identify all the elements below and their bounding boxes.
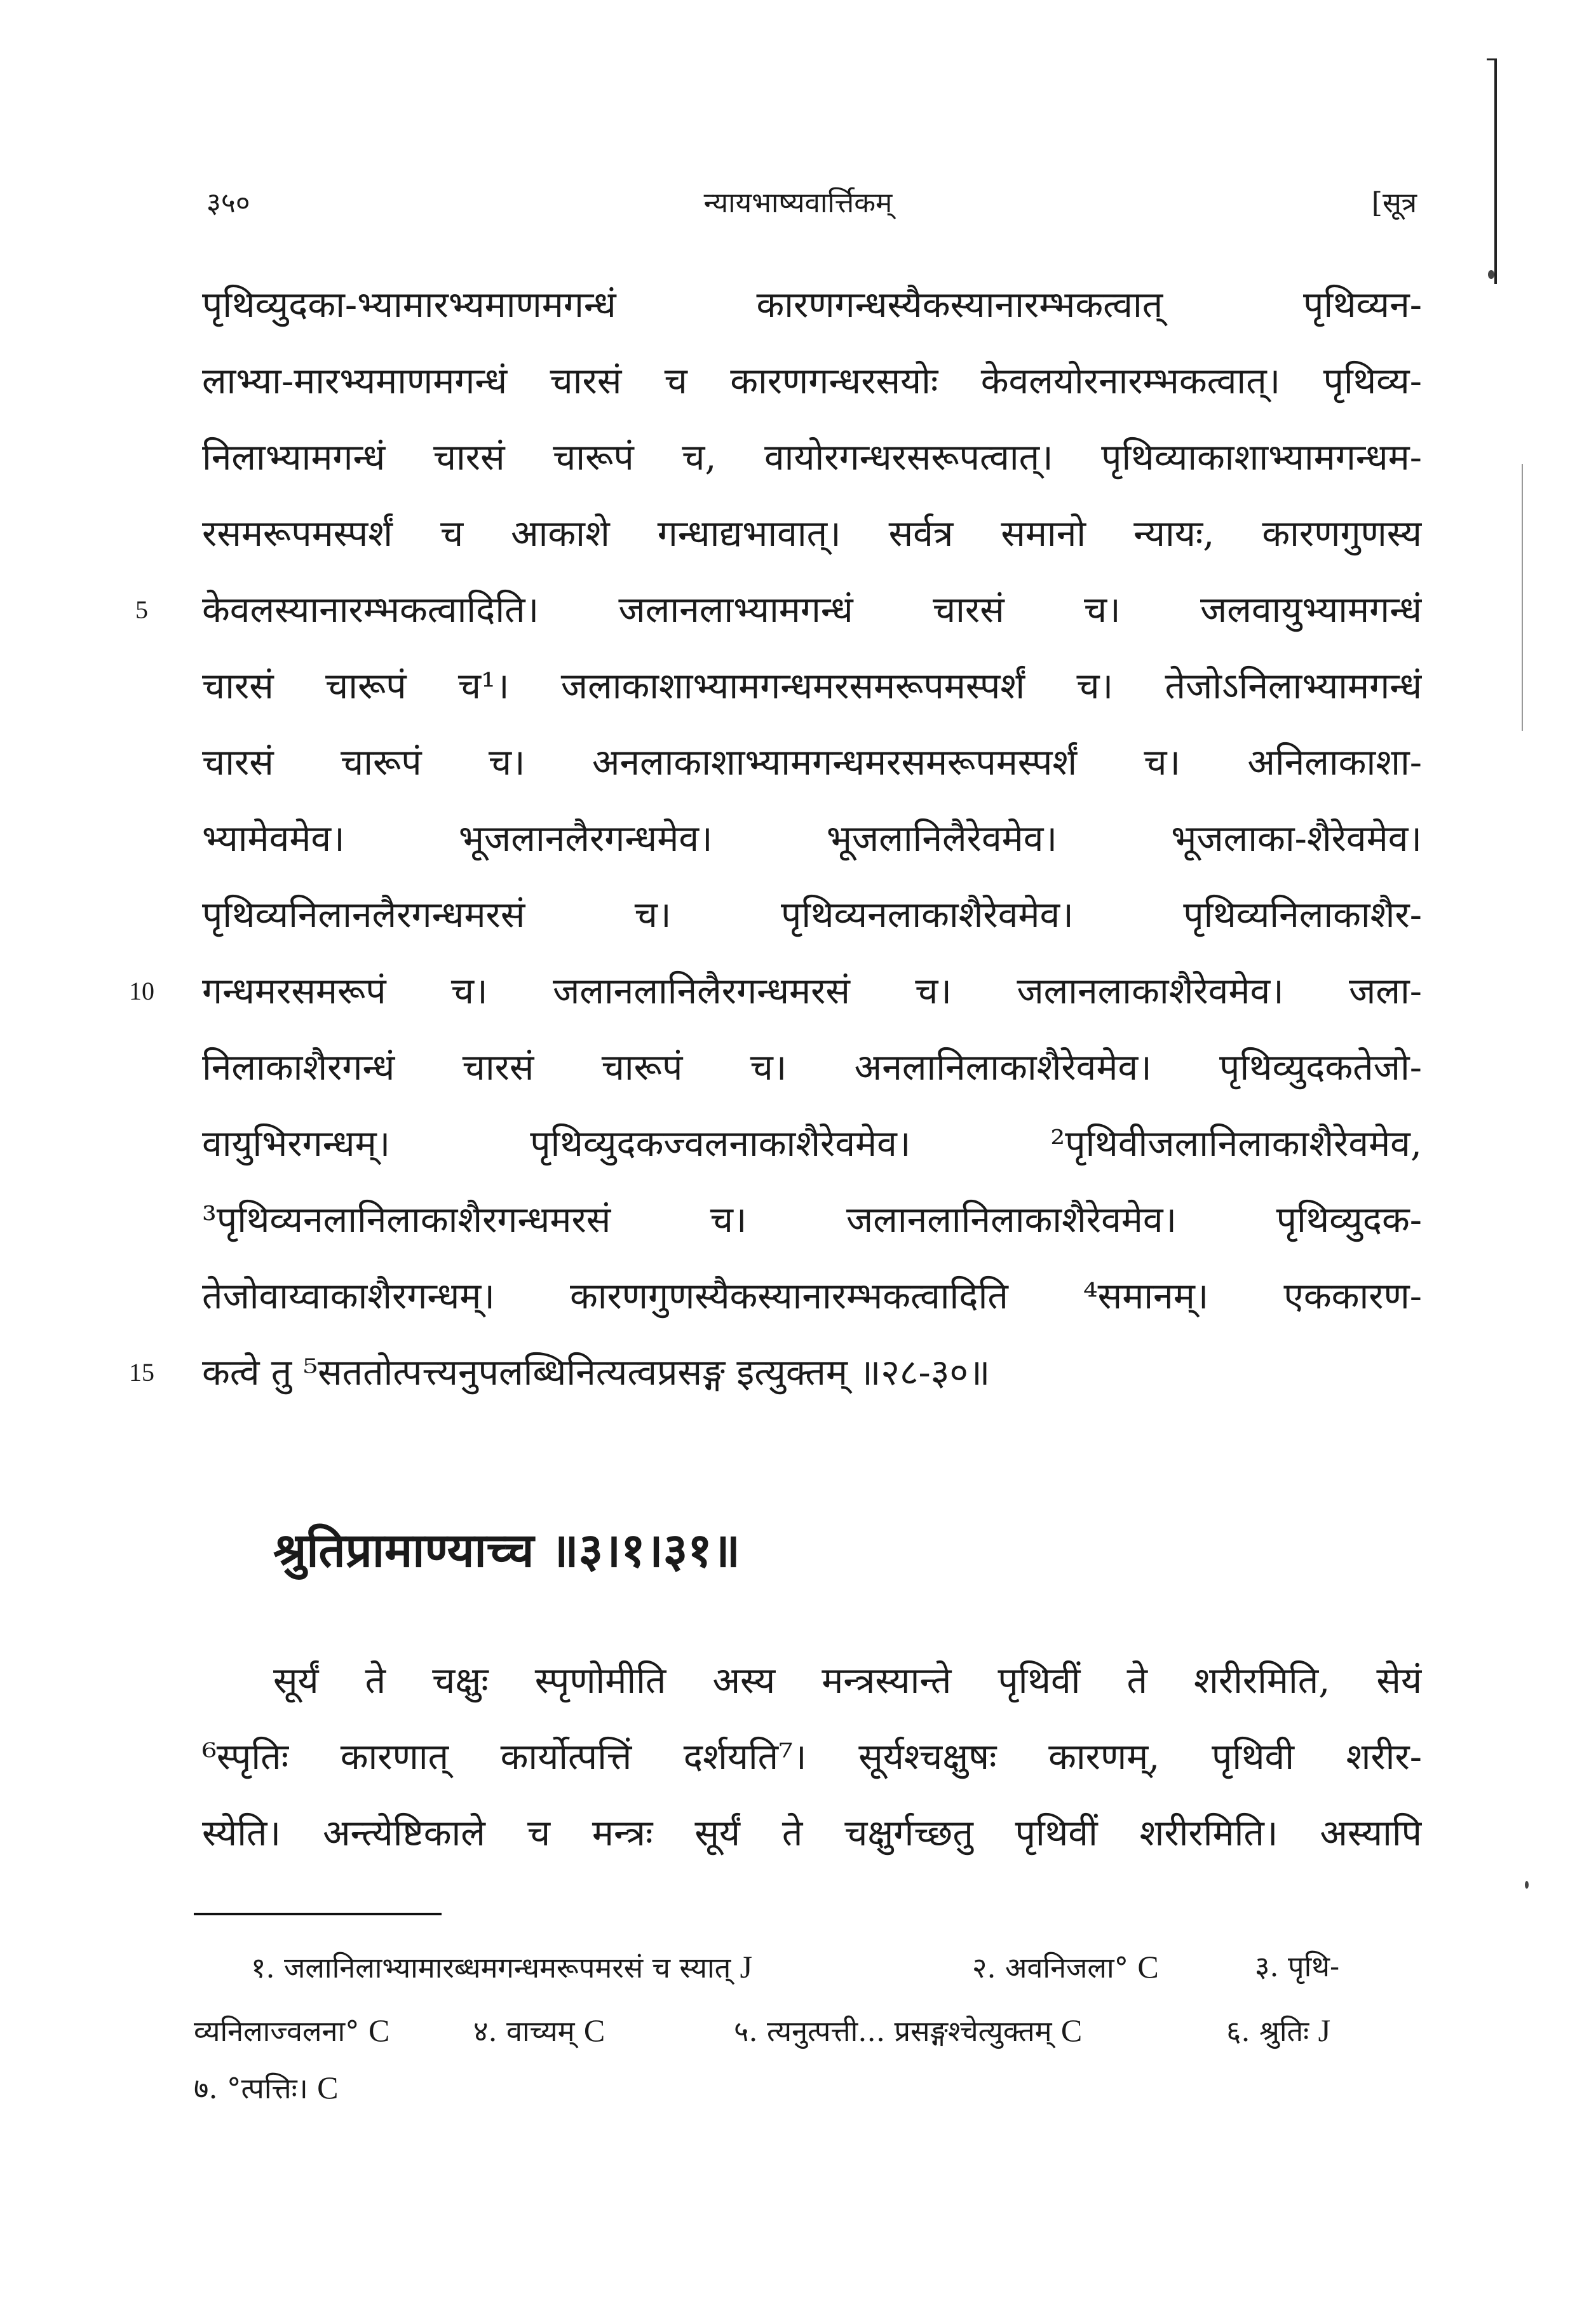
text-line: तेजोवाय्वाकाशैरगन्धम्। कारणगुणस्यैकस्यानारम्भकत्वादिति ⁴समानम्। एककारण- (202, 1275, 1422, 1317)
footnote-5 (734, 2008, 1082, 2053)
footnote-6 (1226, 2008, 1330, 2053)
commentary-line: सूर्यं ते चक्षुः स्पृणोमीति अस्य मन्त्रस्यान्ते पृथिवीं ते शरीरमिति, सेयं (273, 1660, 1422, 1702)
text-line: चारसं चारूपं च¹। जलाकाशाभ्यामगन्धमरसमरूपमस्पर्शं च। तेजोऽनिलाभ्यामगन्धं (202, 665, 1422, 707)
footnote-rule (194, 1913, 442, 1915)
line-number: 5 (135, 595, 148, 624)
text-line: गन्धमरसमरूपं च। जलानलानिलैरगन्धमरसं च। जलानलाकाशैरेवमेव। जला- (202, 970, 1422, 1012)
page-number: ३५० (206, 187, 250, 219)
scan-speck (1525, 1881, 1529, 1889)
footnote-source: J (740, 1949, 753, 1985)
footnote-text: ३. पृथि- (1255, 1950, 1340, 1983)
line-number: 15 (129, 1358, 154, 1387)
commentary-line: स्येति। अन्त्येष्टिकाले च मन्त्रः सूर्यं ते चक्षुर्गच्छतु पृथिवीं शरीरमिति। अस्यापि (202, 1812, 1422, 1854)
footnote-text: ७. °त्पत्तिः। (194, 2072, 308, 2105)
footnote-2 (972, 1945, 1159, 1989)
footnote-text: ६. श्रुतिः (1226, 2014, 1309, 2048)
text-line: ³पृथिव्यनलानिलाकाशैरगन्धमरसं च। जलानलानिलाकाशैरेवमेव। पृथिव्युदक- (202, 1199, 1422, 1241)
footnote-text: ४. वाच्यम् (473, 2014, 575, 2048)
text-line: कत्वे तु ⁵सततोत्पत्त्यनुपलब्धिनित्यत्वप्रसङ्ग इत्युक्तम् ॥२८-३०॥ (202, 1352, 991, 1394)
text-line: वायुभिरगन्धम्। पृथिव्युदकज्वलनाकाशैरेवमेव। ²पृथिवीजलानिलाकाशैरेवमेव, (202, 1123, 1422, 1165)
footnote-text: १. जलानिलाभ्यामारब्धमगन्धमरूपमरसं च स्यात् (251, 1951, 731, 1985)
text-line: भ्यामेवमेव। भूजलानलैरगन्धमेव। भूजलानिलैरेवमेव। भूजलाका-शैरेवमेव। (202, 818, 1422, 860)
footnote-source: C (369, 2013, 390, 2048)
text-line: लाभ्या-मारभ्यमाणमगन्धं चारसं च कारणगन्धरसयोः केवलयोरनारम्भकत्वात्। पृथिव्य- (202, 360, 1422, 402)
text-line: चारसं चारूपं च। अनलाकाशाभ्यामगन्धमरसमरूपमस्पर्शं च। अनिलाकाशा- (202, 742, 1422, 784)
footnote-1 (251, 1945, 752, 1989)
footnote-7 (194, 2065, 338, 2110)
scan-edge-mark (1488, 270, 1494, 279)
scan-edge-line (1494, 58, 1497, 284)
footnote-text: व्यनिलाज्वलना° (194, 2014, 360, 2048)
commentary-line: ⁶स्पृतिः कारणात् कार्योत्पत्तिं दर्शयति⁷। सूर्यश्चक्षुषः कारणम्, पृथिवी शरीर- (202, 1736, 1422, 1778)
footnote-source: C (317, 2070, 339, 2105)
text-line: केवलस्यानारम्भकत्वादिति। जलानलाभ्यामगन्धं चारसं च। जलवायुभ्यामगन्धं (202, 589, 1422, 631)
text-line: पृथिव्यनिलानलैरगन्धमरसं च। पृथिव्यनलाकाशैरेवमेव। पृथिव्यनिलाकाशैर- (202, 894, 1422, 936)
text-line: पृथिव्युदका-भ्यामारभ्यमाणमगन्धं कारणगन्धस्यैकस्यानारम्भकत्वात् पृथिव्यन- (202, 284, 1422, 326)
text-line: रसमरूपमस्पर्शं च आकाशे गन्धाद्यभावात्। सर्वत्र समानो न्यायः, कारणगुणस्य (202, 513, 1422, 555)
footnote-3a (1255, 1945, 1339, 1989)
footnote-source: C (1060, 2013, 1083, 2048)
footnote-4 (473, 2008, 605, 2053)
line-number: 10 (129, 977, 154, 1005)
section-marker: [सूत्र (1371, 187, 1417, 219)
text-line: निलाकाशैरगन्धं चारसं चारूपं च। अनलानिलाकाशैरेवमेव। पृथिव्युदकतेजो- (202, 1047, 1422, 1089)
sutra-heading: श्रुतिप्रामाण्याच्च ॥३।१।३१॥ (273, 1523, 740, 1578)
footnote-3b (194, 2008, 389, 2053)
scan-edge-line-lower (1522, 464, 1523, 731)
scan-edge-tick (1487, 58, 1497, 60)
footnote-source: C (583, 2013, 605, 2048)
footnote-source: J (1318, 2013, 1331, 2048)
running-title: न्यायभाष्यवार्त्तिकम् (703, 187, 893, 219)
text-line: निलाभ्यामगन्धं चारसं चारूपं च, वायोरगन्धरसरूपत्वात्। पृथिव्याकाशाभ्यामगन्धम- (202, 437, 1422, 479)
footnote-text: ५. त्यनुत्पत्ती... प्रसङ्गश्चेत्युक्तम् (734, 2014, 1052, 2048)
footnote-text: २. अवनिजला° (972, 1951, 1129, 1985)
footnote-source: C (1137, 1949, 1159, 1985)
